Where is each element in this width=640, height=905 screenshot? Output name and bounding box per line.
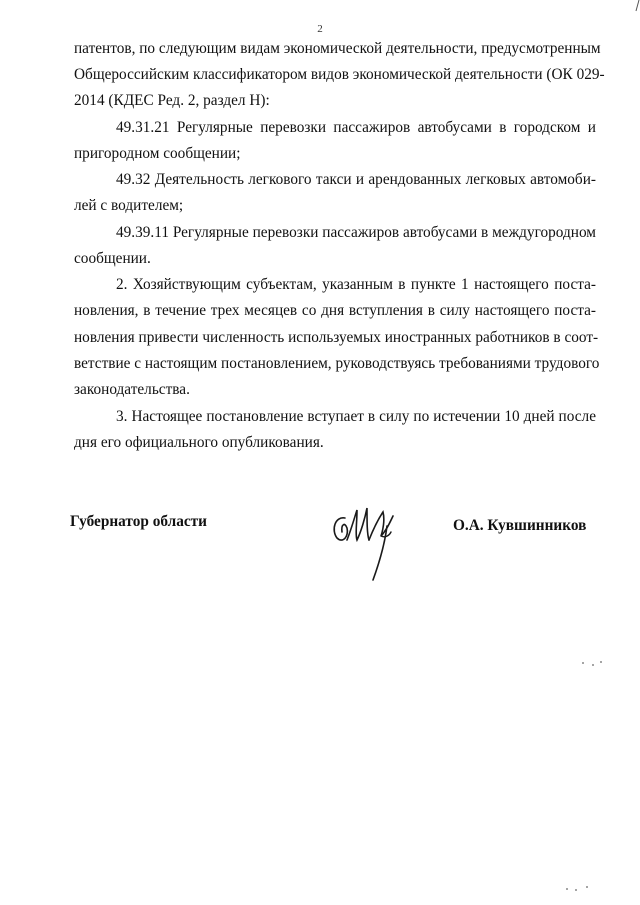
signatory-title: Губернатор области: [70, 513, 207, 530]
paragraph-line: новления привести численность используемых иностранных работников в соот-: [74, 329, 599, 346]
corner-mark: [632, 0, 640, 12]
paragraph-line: дня его официального опубликования.: [74, 434, 324, 451]
paragraph-line: 49.39.11 Регулярные перевозки пассажиров автобусами в междугородном: [116, 224, 596, 241]
paragraph-line: 2. Хозяйствующим субъектам, указанным в пункте 1 настоящего поста-: [116, 276, 596, 293]
handwritten-signature: [327, 500, 403, 584]
scan-speck: [575, 889, 577, 891]
scan-speck: [592, 664, 594, 666]
paragraph-line: пригородном сообщении;: [74, 145, 241, 162]
scan-speck: [582, 662, 584, 664]
page-number: 2: [317, 23, 323, 35]
paragraph-line: патентов, по следующим видам экономической деятельности, предусмотренным: [74, 40, 601, 57]
paragraph-line: законодательства.: [74, 381, 190, 398]
paragraph-line: Общероссийским классификатором видов экономической деятельности (ОК 029-: [74, 66, 605, 83]
paragraph-line: новления, в течение трех месяцев со дня вступления в силу настоящего поста-: [74, 302, 596, 319]
paragraph-line: 49.31.21 Регулярные перевозки пассажиров автобусами в городском и: [116, 119, 596, 136]
paragraph-line: 3. Настоящее постановление вступает в силу по истечении 10 дней после: [116, 408, 596, 425]
paragraph-line: лей с водителем;: [74, 197, 184, 214]
scan-speck: [566, 888, 568, 890]
scan-speck: [586, 886, 588, 888]
scan-speck: [600, 661, 602, 663]
signatory-name: О.А. Кувшинников: [453, 517, 587, 534]
paragraph-line: ветствие с настоящим постановлением, руководствуясь требованиями трудового: [74, 355, 600, 372]
paragraph-line: 2014 (КДЕС Ред. 2, раздел Н):: [74, 92, 270, 109]
paragraph-line: сообщении.: [74, 250, 151, 267]
paragraph-line: 49.32 Деятельность легкового такси и арендованных легковых автомоби-: [116, 171, 596, 188]
